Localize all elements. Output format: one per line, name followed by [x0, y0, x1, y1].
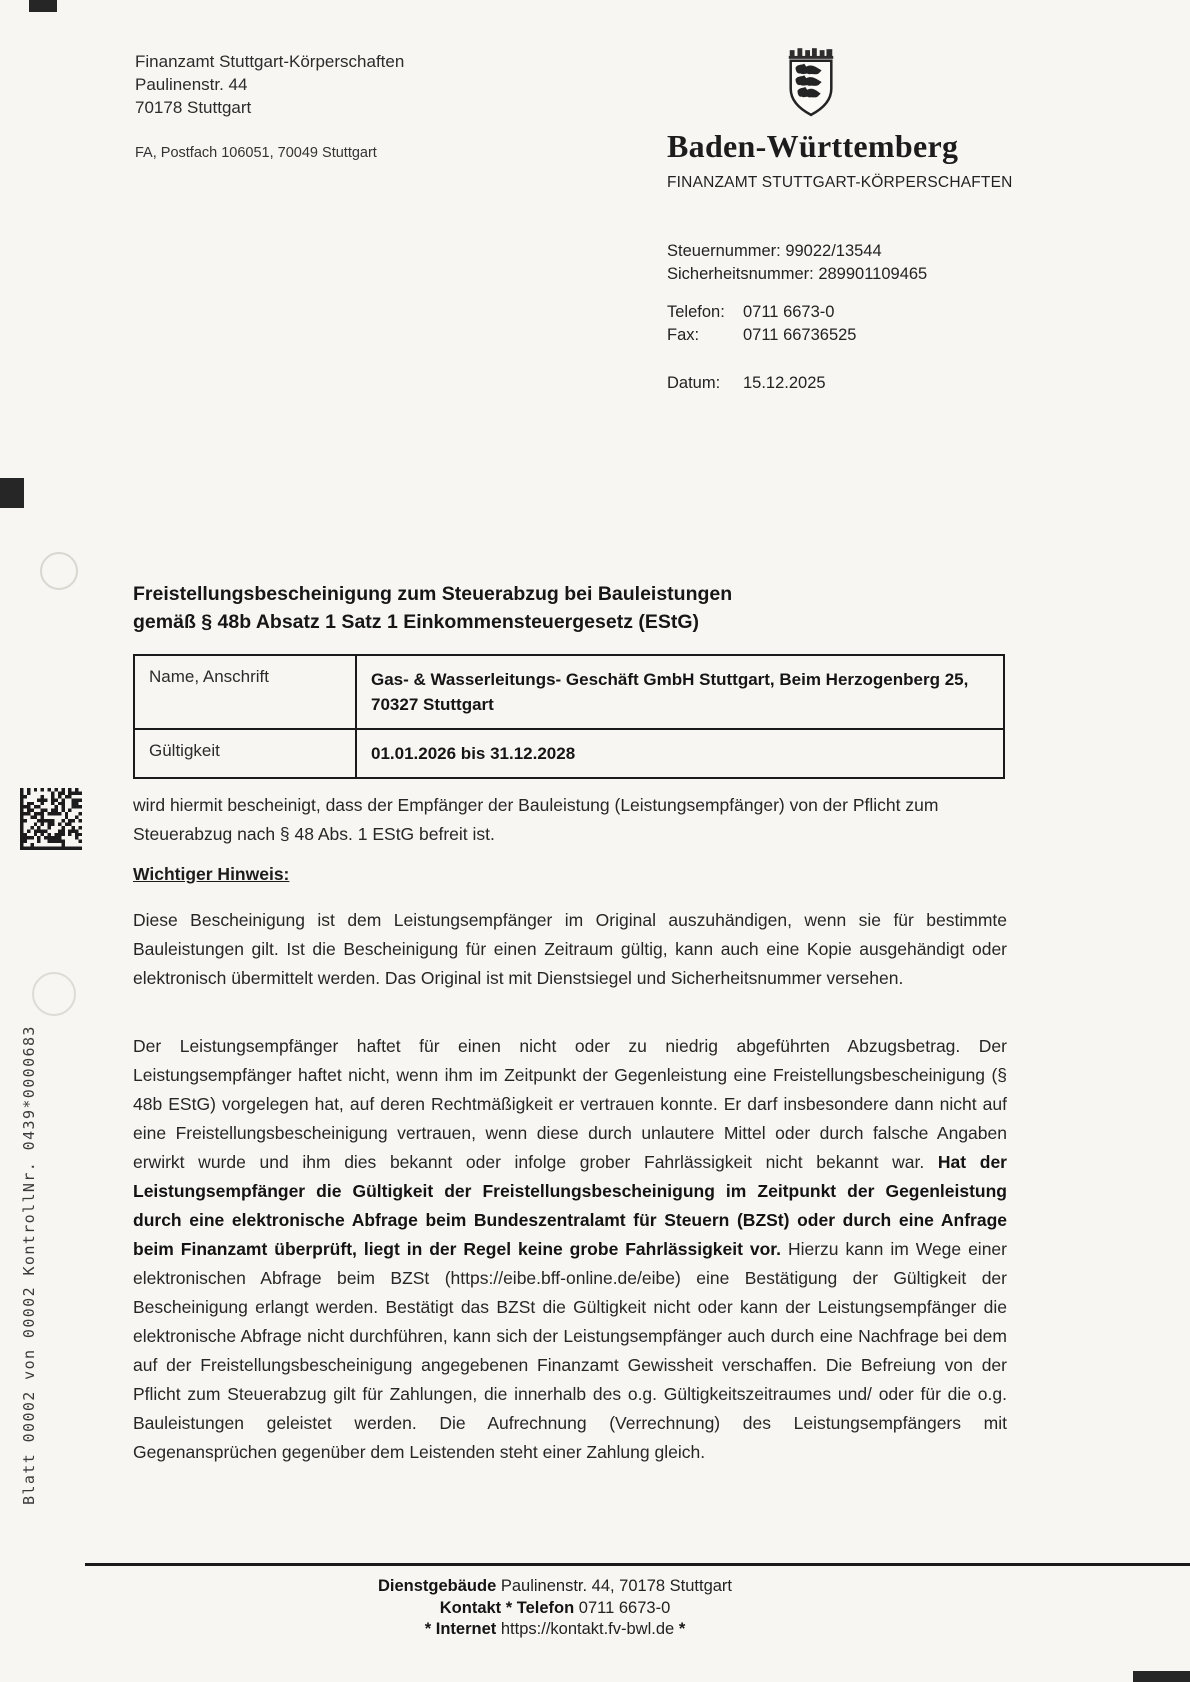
telefon-label: Telefon:	[667, 303, 725, 321]
office-name: FINANZAMT STUTTGART-KÖRPERSCHAFTEN	[667, 174, 1013, 191]
steuernummer-label: Steuernummer:	[667, 242, 781, 260]
punch-hole-top	[40, 552, 78, 590]
telefon-value: 0711 6673-0	[743, 303, 835, 321]
document-title-line1: Freistellungsbescheinigung zum Steuerabzug bei Bauleistungen	[133, 583, 733, 605]
notice-heading: Wichtiger Hinweis:	[133, 864, 290, 884]
footer-dienstgebaeude-label: Dienstgebäude	[377, 1577, 497, 1595]
footer-internet-label: * Internet	[424, 1620, 497, 1638]
meta-block	[667, 240, 927, 395]
footer-line-internet	[0, 1619, 1110, 1641]
fold-mark-left	[0, 478, 24, 508]
row-value: Gas- & Wasserleitungs- Geschäft GmbH Stuttgart, Beim Herzogenberg 25, 70327 Stuttgart	[356, 655, 1004, 729]
telefon-row	[667, 301, 927, 324]
footer-kontakt-value: 0711 6673-0	[578, 1598, 671, 1617]
datum-label: Datum:	[667, 374, 721, 392]
footer-kontakt-label: Kontakt * Telefon	[439, 1598, 575, 1617]
sender-address	[135, 50, 404, 119]
steuernummer-value: 99022/13544	[785, 242, 882, 260]
datamatrix-barcode	[20, 788, 82, 850]
document-title-line2: gemäß § 48b Absatz 1 Satz 1 Einkommensteuergesetz (EStG)	[133, 611, 700, 633]
sender-name: Finanzamt Stuttgart-Körperschaften	[135, 52, 405, 71]
document-title	[133, 580, 933, 636]
notice-paragraph-2	[133, 1032, 1007, 1467]
scan-mark-top-left	[29, 0, 57, 12]
sender-city: 70178 Stuttgart	[135, 98, 252, 117]
footer-divider	[85, 1563, 1190, 1566]
row-label: Gültigkeit	[134, 729, 356, 778]
sicherheitsnummer-label: Sicherheitsnummer:	[667, 264, 814, 283]
sender-street: Paulinenstr. 44	[135, 75, 248, 94]
fax-label: Fax:	[667, 325, 700, 344]
certification-paragraph: wird hiermit bescheinigt, dass der Empfänger der Bauleistung (Leistungsempfänger) von der Pflicht zum Steuerabzug nach § 48 Abs. 1 EStG befreit ist.	[133, 795, 939, 844]
footer-line-dienstgebaeude	[0, 1576, 1110, 1598]
footer	[0, 1576, 1110, 1641]
notice-paragraph-2-part2: Hierzu kann im Wege einer elektronischen Abfrage beim BZSt (https://eibe.bff-online.de/eibe) eine Bestätigung der Gültigkeit der Bescheinigung erlangt werden. Bestätigt das BZSt die Gültigkeit nicht oder kann der Leistungsempfänger die elektronische Abfrage nicht durchführen, kann sich der Leistungsempfänger auch durch eine Nachfrage bei dem auf der Freistellungsbescheinigung angegebenen Finanzamt Gewissheit verschaffen. Die Befreiung von der Pflicht zum Steuerabzug gilt für Zahlungen, die innerhalb des o.g. Gültigkeitszeitraumes und/ oder für die o.g. Bauleistungen geleistet werden. Die Aufrechnung (Verrechnung) des Leistungsempfängers mit Gegenansprüchen gegenüber dem Leistenden steht einer Zahlung gleich.	[133, 1239, 1007, 1462]
steuernummer-row	[667, 240, 927, 263]
fax-row	[667, 324, 927, 347]
notice-paragraph-1: Diese Bescheinigung ist dem Leistungsempfänger im Original auszuhändigen, wenn sie für bestimmte Bauleistungen gilt. Ist die Bescheinigung für einen Zeitraum gültig, kann auch eine Kopie ausgehändigt oder elektronisch übermittelt werden. Das Original ist mit Dienstsiegel und Sicherheitsnummer versehen.	[133, 910, 1007, 988]
punch-hole-bottom	[32, 972, 76, 1016]
notice-paragraph-2-bold: Hat der Leistungsempfänger die Gültigkeit der Freistellungsbescheinigung im Zeitpunkt der Gegenleistung durch eine elektronische Abfrage beim Bundeszentralamt für Steuern (BZSt) oder durch eine Anfrage beim Finanzamt überprüft, liegt in der Regel keine grobe Fahrlässigkeit vor.	[133, 1152, 1007, 1259]
footer-dienstgebaeude-value: Paulinenstr. 44, 70178 Stuttgart	[500, 1577, 733, 1595]
baden-wuerttemberg-coat-of-arms-icon	[782, 48, 840, 123]
fax-value: 0711 66736525	[743, 325, 857, 344]
footer-line-kontakt	[0, 1598, 1110, 1620]
certificate-table	[133, 654, 1005, 779]
row-label: Name, Anschrift	[134, 655, 356, 729]
row-value: 01.01.2026 bis 31.12.2028	[356, 729, 1004, 778]
sicherheitsnummer-value: 289901109465	[818, 264, 928, 283]
crown	[789, 48, 833, 59]
datum-value: 15.12.2025	[743, 374, 826, 392]
return-address-line: FA, Postfach 106051, 70049 Stuttgart	[135, 145, 377, 161]
table-row-name-anschrift	[134, 655, 1004, 729]
notice-paragraph-2-part1: Der Leistungsempfänger haftet für einen nicht oder zu niedrig abgeführten Abzugsbetrag. Der Leistungsempfänger haftet nicht, wenn ihm im Zeitpunkt der Gegenleistung eine Freistellungsbescheinigung (§ 48b EStG) vorgelegen hat, auf deren Rechtmäßigkeit er vertrauen konnte. Er darf insbesondere dann nicht auf eine Freistellungsbescheinigung vertrauen, wenn diese durch unlautere Mittel oder durch falsche Angaben erwirkt wurde und ihm dies bekannt oder infolge grober Fahrlässigkeit nicht bekannt war.	[133, 1036, 1007, 1172]
sicherheitsnummer-row	[667, 263, 927, 286]
control-number-margin-text: Blatt 00002 von 00002 KontrollNr. 0439*0000683	[20, 1025, 38, 1505]
scan-mark-bottom-right	[1133, 1671, 1190, 1682]
datum-row	[667, 372, 927, 395]
table-row-gueltigkeit	[134, 729, 1004, 778]
state-name: Baden-Württemberg	[667, 128, 959, 164]
footer-internet-value: https://kontakt.fv-bwl.de	[500, 1620, 675, 1638]
footer-internet-suffix: *	[678, 1620, 686, 1638]
